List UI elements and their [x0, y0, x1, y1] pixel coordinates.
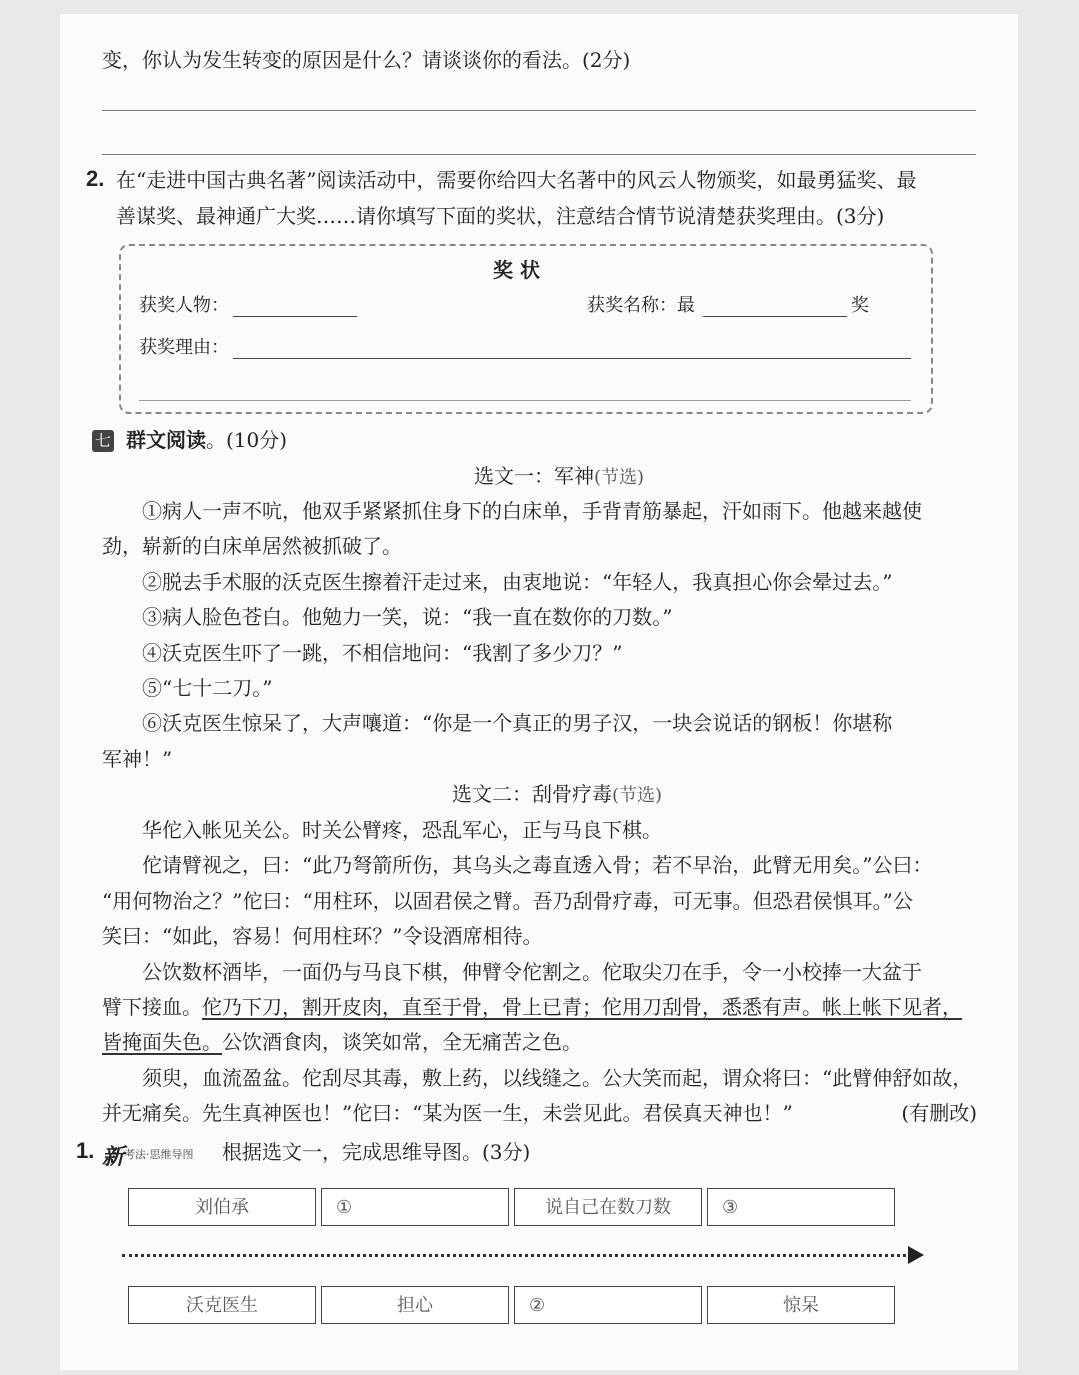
paragraph: 须臾，血流盈盆。佗刮尽其毒，敷上药，以线缝之。公大笑而起，谓众将曰：“此臂伸舒如故， [142, 1065, 973, 1090]
award-reason-blank-2[interactable] [139, 400, 911, 401]
answer-line [102, 110, 976, 111]
paragraph: 劲，崭新的白床单居然被抓破了。 [102, 534, 402, 559]
mindmap-box: 刘伯承 [128, 1188, 316, 1226]
plain-text: 并无痛矣。先生真神医也！”佗曰：“某为医一生，未尝见此。君侯真天神也！” [102, 1101, 793, 1126]
text-one-note: (节选) [594, 467, 645, 488]
award-name-suffix: 奖 [851, 295, 869, 316]
mindmap-blank-box[interactable]: ③ [707, 1188, 895, 1226]
paragraph: ⑥沃克医生惊呆了，大声嚷道：“你是一个真正的男子汉，一块会说话的钢板！你堪称 [142, 711, 893, 736]
award-certificate [119, 244, 933, 414]
arrow-right-icon [908, 1246, 924, 1264]
paragraph: 军神！” [102, 746, 173, 771]
mindmap-box: 说自己在数刀数 [514, 1188, 702, 1226]
plain-text: 公饮酒食肉，谈笑如常，全无痛苦之色。 [222, 1030, 582, 1055]
section-seven-icon: 七 [92, 430, 114, 452]
exam-page [60, 14, 1018, 1370]
question-tail-text: 变，你认为发生转变的原因是什么？请谈谈你的看法。(2分) [102, 48, 631, 72]
award-person-blank[interactable] [233, 316, 357, 317]
text-two-heading [452, 782, 662, 808]
award-name-blank[interactable] [703, 316, 847, 317]
award-reason-label: 获奖理由： [139, 337, 229, 358]
mindmap-blank-box[interactable]: ① [321, 1188, 509, 1226]
text-two-title: 选文二：刮骨疗毒 [452, 782, 612, 806]
question-1-prompt: 根据选文一，完成思维导图。(3分) [222, 1140, 531, 1164]
question-2-line1: 在“走进中国古典名著”阅读活动中，需要你给四大名著中的风云人物颁奖，如最勇猛奖、最 [116, 168, 917, 192]
question-number: 2. [86, 166, 105, 191]
badge-method: 考法·思维导图 [124, 1148, 194, 1161]
award-reason-blank[interactable] [233, 358, 911, 359]
award-title: 奖 状 [493, 258, 540, 282]
text-one-body [102, 494, 977, 777]
paragraph: “用何物治之？”佗曰：“用柱环，以固君侯之臂。吾乃刮骨疗毒，可无事。但恐君侯惧耳。”公 [102, 888, 913, 913]
paragraph: ⑤“七十二刀。” [142, 676, 273, 701]
mindmap-blank-box[interactable]: ② [514, 1286, 702, 1324]
paragraph [102, 1025, 977, 1060]
award-name-label: 获奖名称：最 [587, 295, 695, 316]
section-title: 群文阅读 [126, 428, 206, 452]
text-two-body [102, 813, 977, 1132]
badge-new: 新 [102, 1144, 125, 1170]
text-one-title: 选文一：军神 [474, 464, 594, 488]
question-2-line2: 善谋奖、最神通广大奖……请你填写下面的奖状，注意结合情节说清楚获奖理由。(3分) [116, 204, 885, 228]
paragraph: ④沃克医生吓了一跳，不相信地问：“我割了多少刀？” [142, 640, 623, 665]
question-number: 1. [76, 1138, 95, 1163]
text-one-heading [474, 464, 644, 490]
paragraph: ②脱去手术服的沃克医生擦着汗走过来，由衷地说：“年轻人，我真担心你会晕过去。” [142, 569, 893, 594]
paragraph [102, 990, 977, 1025]
answer-line [102, 154, 976, 155]
section-score: 。(10分) [206, 428, 288, 452]
timeline-dotted-line [122, 1254, 912, 1257]
paragraph: 公饮数杯酒毕，一面仍与马良下棋，伸臂令佗割之。佗取尖刀在手，令一小校捧一大盆于 [142, 959, 922, 984]
mindmap-box: 惊呆 [707, 1286, 895, 1324]
mindmap-box: 担心 [321, 1286, 509, 1324]
paragraph: 华佗入帐见关公。时关公臂疼，恐乱军心，正与马良下棋。 [142, 818, 662, 842]
mindmap-box: 沃克医生 [128, 1286, 316, 1324]
paragraph: ③病人脸色苍白。他勉力一笑，说：“我一直在数你的刀数。” [142, 605, 673, 630]
paragraph [102, 1096, 977, 1131]
underlined-text: 皆掩面失色。 [102, 1030, 222, 1055]
award-person-label: 获奖人物： [139, 295, 229, 316]
text-two-note: (节选) [612, 785, 663, 806]
paragraph: 佗请臂视之，曰：“此乃弩箭所伤，其乌头之毒直透入骨；若不早治，此臂无用矣。”公曰： [142, 853, 933, 878]
paragraph: ①病人一声不吭，他双手紧紧抓住身下的白床单，手背青筋暴起，汗如雨下。他越来越使 [142, 499, 922, 523]
source-note: (有删改) [901, 1101, 977, 1126]
paragraph: 笑曰：“如此，容易！何用柱环？”令设酒席相待。 [102, 924, 543, 949]
plain-text: 臂下接血。 [102, 995, 202, 1020]
underlined-text: 佗乃下刀，割开皮肉，直至于骨，骨上已青；佗用刀刮骨，悉悉有声。帐上帐下见者， [202, 995, 962, 1020]
section-heading [126, 428, 287, 452]
